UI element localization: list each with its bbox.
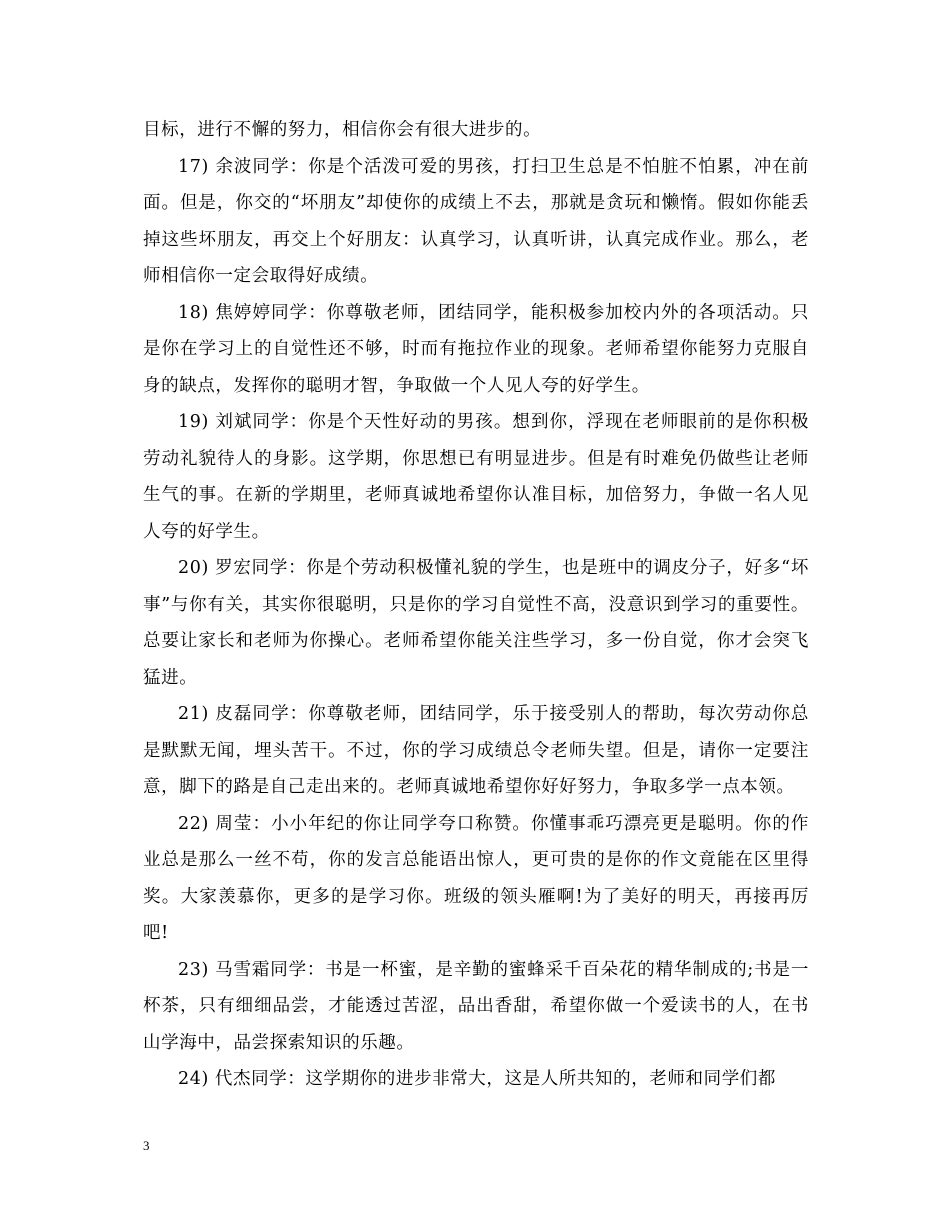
entry-number: 24) bbox=[178, 1069, 209, 1089]
comment-paragraph-17 bbox=[143, 149, 809, 295]
entry-number: 18) bbox=[178, 302, 209, 323]
entry-number: 23) bbox=[178, 959, 209, 980]
entry-text: 罗宏同学：你是个劳动积极懂礼貌的学生，也是班中的调皮分子，好多“坏事”与你有关，其实你很聪明，只是你的学习自觉性不高，没意识到学习的重要性。总要让家长和老师为你操心。老师希望你能关注些学习，多一份自觉，你才会突飞猛进。 bbox=[143, 558, 809, 688]
entry-number: 20) bbox=[178, 558, 209, 578]
document-body bbox=[143, 112, 809, 1098]
comment-paragraph-20 bbox=[143, 550, 809, 696]
entry-text: 余波同学：你是个活泼可爱的男孩，打扫卫生总是不怕脏不怕累，冲在前面。但是，你交的“坏朋友”却使你的成绩上不去，那就是贪玩和懒惰。假如你能丢掉这些坏朋友，再交上个好朋友：认真学习，认真听讲，认真完成作业。那么，老师相信你一定会取得好成绩。 bbox=[143, 156, 809, 286]
comment-paragraph-19 bbox=[143, 404, 809, 550]
lead-paragraph: 目标，进行不懈的努力，相信你会有很大进步的。 bbox=[143, 120, 542, 140]
comment-paragraph-24 bbox=[143, 1061, 809, 1098]
entry-number: 17) bbox=[178, 156, 209, 177]
entry-text: 皮磊同学：你尊敬老师，团结同学，乐于接受别人的帮助，每次劳动你总是默默无闻，埋头苦干。不过，你的学习成绩总令老师失望。但是，请你一定要注意，脚下的路是自己走出来的。老师真诚地希望你好好努力，争取多学一点本领。 bbox=[143, 704, 809, 797]
entry-number: 22) bbox=[178, 813, 209, 834]
entry-text: 马雪霜同学：书是一杯蜜，是辛勤的蜜蜂采千百朵花的精华制成的;书是一杯茶，只有细细品尝，才能透过苦涩，品出香甜，希望你做一个爱读书的人，在书山学海中，品尝探索知识的乐趣。 bbox=[143, 959, 809, 1053]
comment-paragraph-18 bbox=[143, 295, 809, 405]
page-number: 3 bbox=[143, 1138, 150, 1153]
entry-text: 周莹：小小年纪的你让同学夸口称赞。你懂事乖巧漂亮更是聪明。你的作业总是那么一丝不苟，你的发言总能语出惊人，更可贵的是你的作文竟能在区里得奖。大家羡慕你，更多的是学习你。班级的领头雁啊!为了美好的明天，再接再厉吧! bbox=[143, 813, 809, 943]
comment-paragraph-23 bbox=[143, 952, 809, 1062]
entry-number: 21) bbox=[178, 704, 209, 724]
comment-paragraph-22 bbox=[143, 806, 809, 952]
entry-text: 代杰同学：这学期你的进步非常大，这是人所共知的，老师和同学们都 bbox=[214, 1069, 777, 1089]
entry-number: 19) bbox=[178, 412, 209, 432]
entry-text: 焦婷婷同学：你尊敬老师，团结同学，能积极参加校内外的各项活动。只是你在学习上的自觉性还不够，时而有拖拉作业的现象。老师希望你能努力克服自身的缺点，发挥你的聪明才智，争取做一个人见人夸的好学生。 bbox=[143, 302, 809, 396]
comment-paragraph-21 bbox=[143, 696, 809, 806]
entry-text: 刘斌同学：你是个天性好动的男孩。想到你，浮现在老师眼前的是你积极劳动礼貌待人的身影。这学期，你思想已有明显进步。但是有时难免仍做些让老师生气的事。在新的学期里，老师真诚地希望你认准目标，加倍努力，争做一名人见人夸的好学生。 bbox=[143, 412, 809, 542]
